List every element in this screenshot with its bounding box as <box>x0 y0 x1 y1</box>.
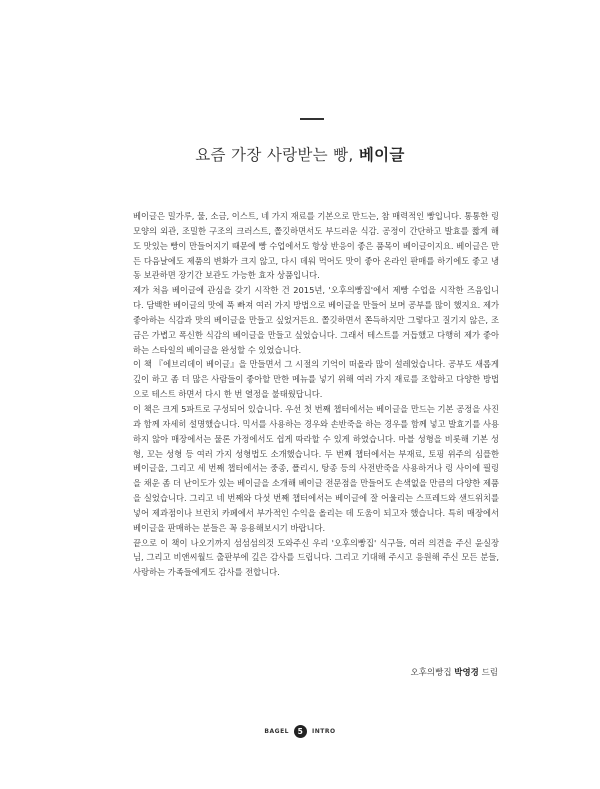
paragraph: 이 책 『에브리데이 베이글』을 만들면서 그 시절의 기억이 떠올라 많이 설레었습니다. 공부도 새롭게 깊이 하고 좀 더 많은 사람들이 좋아할 만한 메뉴를 넣기 위해 여러 가지 재료를 조합하고 다양한 방법으로 테스트 하면서 다시 한 번 열정을 불태웠답니다. <box>133 359 499 400</box>
paragraph: 제가 처음 베이글에 관심을 갖기 시작한 건 2015년, '오후의빵집'에서 제빵 수업을 시작한 즈음입니다. 담백한 베이글의 맛에 푹 빠져 여러 가지 방법으로 베이글을 만들어 보며 공부를 많이 했지요. 제가 좋아하는 식감과 맛의 베이글을 만들고 싶었거든요. 쫄깃하면서 쫀득하지만 그렇다고 질기지 않은, 조금은 가볍고 폭신한 식감의 베이글을 만들고 싶었습니다. 그래서 테스트를 거듭했고 다행히 제가 좋아하는 스타일의 베이글을 완성할 수 있었습니다. <box>133 285 499 355</box>
signature-suffix: 드림 <box>478 668 498 678</box>
title-prefix: 요즘 가장 사랑받는 빵, <box>195 146 359 164</box>
page-number-badge: 5 <box>294 725 307 738</box>
author-name: 박영경 <box>454 668 479 678</box>
signature-prefix: 오후의빵집 <box>410 668 455 678</box>
author-signature <box>410 666 498 678</box>
page-footer <box>0 725 600 738</box>
paragraph: 베이글은 밀가루, 물, 소금, 이스트, 네 가지 재료를 기본으로 만드는, 참 매력적인 빵입니다. 통통한 링 모양의 외관, 조밀한 구조의 크러스트, 쫄깃하면서도 부드러운 식감. 공정이 간단하고 발효를 짧게 해도 맛있는 빵이 만들어지기 때문에 빵 수업에서도 항상 반응이 좋은 품목이 베이글이지요. 베이글은 만든 다음날에도 제품의 변화가 크지 않고, 다시 데워 먹어도 맛이 좋아 온라인 판매를 하기에도 좋고 냉동 보관하면 장기간 보관도 가능한 효자 상품입니다. <box>133 211 499 281</box>
title-rule <box>300 118 324 120</box>
page-title <box>0 143 600 165</box>
footer-book-title: BAGEL <box>264 728 289 735</box>
title-emphasis: 베이글 <box>358 146 405 164</box>
paragraph: 끝으로 이 책이 나오기까지 섬섬섬의것 도와주신 우리 '오후의빵집' 식구들, 여러 의견을 주신 윤실장님, 그리고 비앤씨월드 출판부에 깊은 감사를 드립니다. 그리고 기대해 주시고 응원해 주신 모든 분들, 사랑하는 가족들에게도 감사를 전합니다. <box>133 537 499 578</box>
paragraph: 이 책은 크게 5파트로 구성되어 있습니다. 우선 첫 번째 챕터에서는 베이글을 만드는 기본 공정을 사진과 함께 자세히 설명했습니다. 믹서를 사용하는 경우와 손반죽을 하는 경우를 함께 넣고 발효기를 사용하지 않아 매장에서는 물론 가정에서도 쉽게 따라할 수 있게 하였습니다. 마블 성형을 비롯해 기본 성형, 꼬는 성형 등 여러 가지 성형법도 소개했습니다. 두 번째 챕터에서는 부재료, 토핑 위주의 심플한 베이글을, 그리고 세 번째 챕터에서는 중종, 폴리시, 탕종 등의 사전반죽을 사용하거나 링 사이에 필링을 채운 좀 더 난이도가 있는 베이글을 소개해 베이글 전문점을 만들어도 손색없을 만큼의 다양한 제품을 실었습니다. 그리고 네 번째와 다섯 번째 챕터에서는 베이글에 잘 어울리는 스프레드와 샌드위치를 넣어 제과점이나 브런치 카페에서 부가적인 수익을 올리는 데 도움이 되고자 했습니다. 특히 매장에서 베이글을 판매하는 분들은 꼭 응용해보시기 바랍니다. <box>133 403 499 533</box>
footer-section: INTRO <box>312 728 336 735</box>
intro-body <box>133 209 499 580</box>
